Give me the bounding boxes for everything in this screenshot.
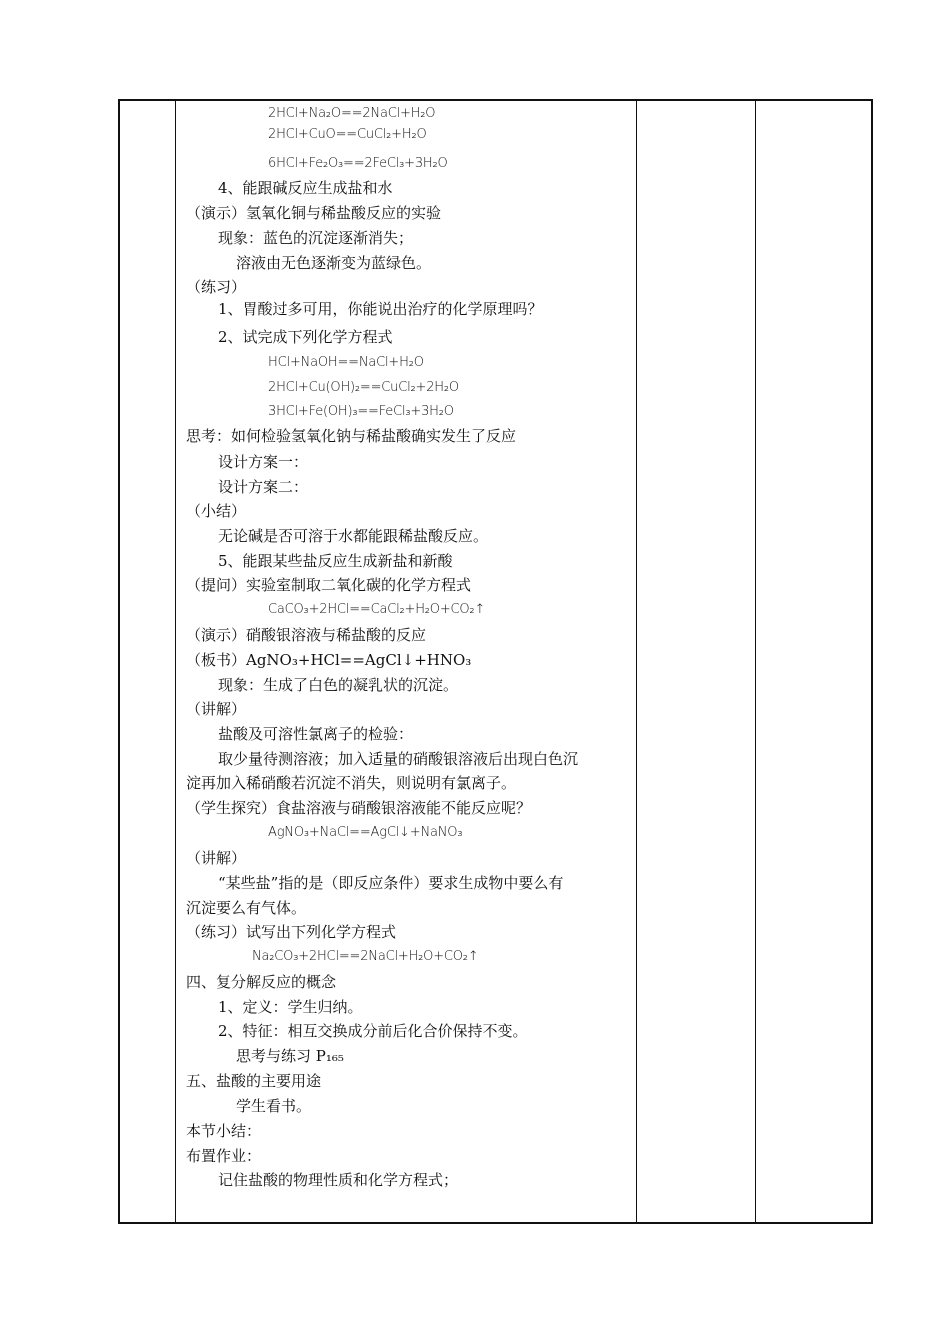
section-heading: 五、盐酸的主要用途 xyxy=(186,1072,322,1090)
equation-line: AgNO₃+NaCl==AgCl↓+NaNO₃ xyxy=(268,825,463,840)
text-line: 记住盐酸的物理性质和化学方程式； xyxy=(218,1171,459,1189)
text-line: 2、特征：相互交换成分前后化合价保持不变。 xyxy=(218,1022,528,1040)
equation-line: 2HCl+Na₂O==2NaCl+H₂O xyxy=(268,106,436,121)
text-line: （小结） xyxy=(186,502,247,520)
equation-line: Na₂CO₃+2HCl==2NaCl+H₂O+CO₂↑ xyxy=(252,949,479,964)
text-line: 取少量待测溶液；加入适量的硝酸银溶液后出现白色沉 xyxy=(218,750,579,768)
equation-line: 2HCl+CuO==CuCl₂+H₂O xyxy=(268,127,427,142)
text-line: （学生探究）食盐溶液与硝酸银溶液能不能反应呢？ xyxy=(186,799,532,817)
column-divider xyxy=(755,99,756,1224)
text-line: （演示）氢氧化铜与稀盐酸反应的实验 xyxy=(186,204,442,222)
text-line: 盐酸及可溶性氯离子的检验： xyxy=(218,725,414,743)
text-line: （讲解） xyxy=(186,700,247,718)
text-line: 沉淀要么有气体。 xyxy=(186,899,307,917)
text-line: （提问）实验室制取二氧化碳的化学方程式 xyxy=(186,576,472,594)
equation-line: 2HCl+Cu(OH)₂==CuCl₂+2H₂O xyxy=(268,380,459,395)
section-heading: 四、复分解反应的概念 xyxy=(186,973,337,991)
text-line: 布置作业： xyxy=(186,1147,262,1165)
text-line: 思考与练习 P₁₆₅ xyxy=(236,1047,344,1065)
text-line: （练习） xyxy=(186,278,247,296)
text-line: （演示）硝酸银溶液与稀盐酸的反应 xyxy=(186,626,427,644)
section-heading: 5、能跟某些盐反应生成新盐和新酸 xyxy=(218,552,453,570)
text-line: 无论碱是否可溶于水都能跟稀盐酸反应。 xyxy=(218,527,489,545)
equation-line: 6HCl+Fe₂O₃==2FeCl₃+3H₂O xyxy=(268,156,448,171)
text-line: 设计方案二： xyxy=(218,478,309,496)
text-line: 1、定义：学生归纳。 xyxy=(218,998,363,1016)
text-line: 现象：蓝色的沉淀逐渐消失； xyxy=(218,229,414,247)
section-heading: 4、能跟碱反应生成盐和水 xyxy=(218,179,393,197)
column-divider xyxy=(636,99,637,1224)
equation-line: 3HCl+Fe(OH)₃==FeCl₃+3H₂O xyxy=(268,404,454,419)
text-line: 设计方案一： xyxy=(218,453,309,471)
text-line: 学生看书。 xyxy=(236,1097,312,1115)
text-line: （板书）AgNO₃+HCl==AgCl↓+HNO₃ xyxy=(186,651,472,669)
text-line: 思考：如何检验氢氧化钠与稀盐酸确实发生了反应 xyxy=(186,427,517,445)
text-line: 1、胃酸过多可用，你能说出治疗的化学原理吗？ xyxy=(218,300,543,318)
text-line: （练习）试写出下列化学方程式 xyxy=(186,923,397,941)
text-line: “某些盐”指的是（即反应条件）要求生成物中要么有 xyxy=(218,874,564,892)
equation-line: CaCO₃+2HCl==CaCl₂+H₂O+CO₂↑ xyxy=(268,602,486,617)
column-divider xyxy=(175,99,176,1224)
text-line: 溶液由无色逐渐变为蓝绿色。 xyxy=(236,254,432,272)
text-line: 本节小结： xyxy=(186,1122,262,1140)
text-line: （讲解） xyxy=(186,849,247,867)
equation-line: HCl+NaOH==NaCl+H₂O xyxy=(268,355,424,370)
text-line: 淀再加入稀硝酸若沉淀不消失，则说明有氯离子。 xyxy=(186,774,517,792)
text-line: 现象：生成了白色的凝乳状的沉淀。 xyxy=(218,676,459,694)
text-line: 2、试完成下列化学方程式 xyxy=(218,328,393,346)
